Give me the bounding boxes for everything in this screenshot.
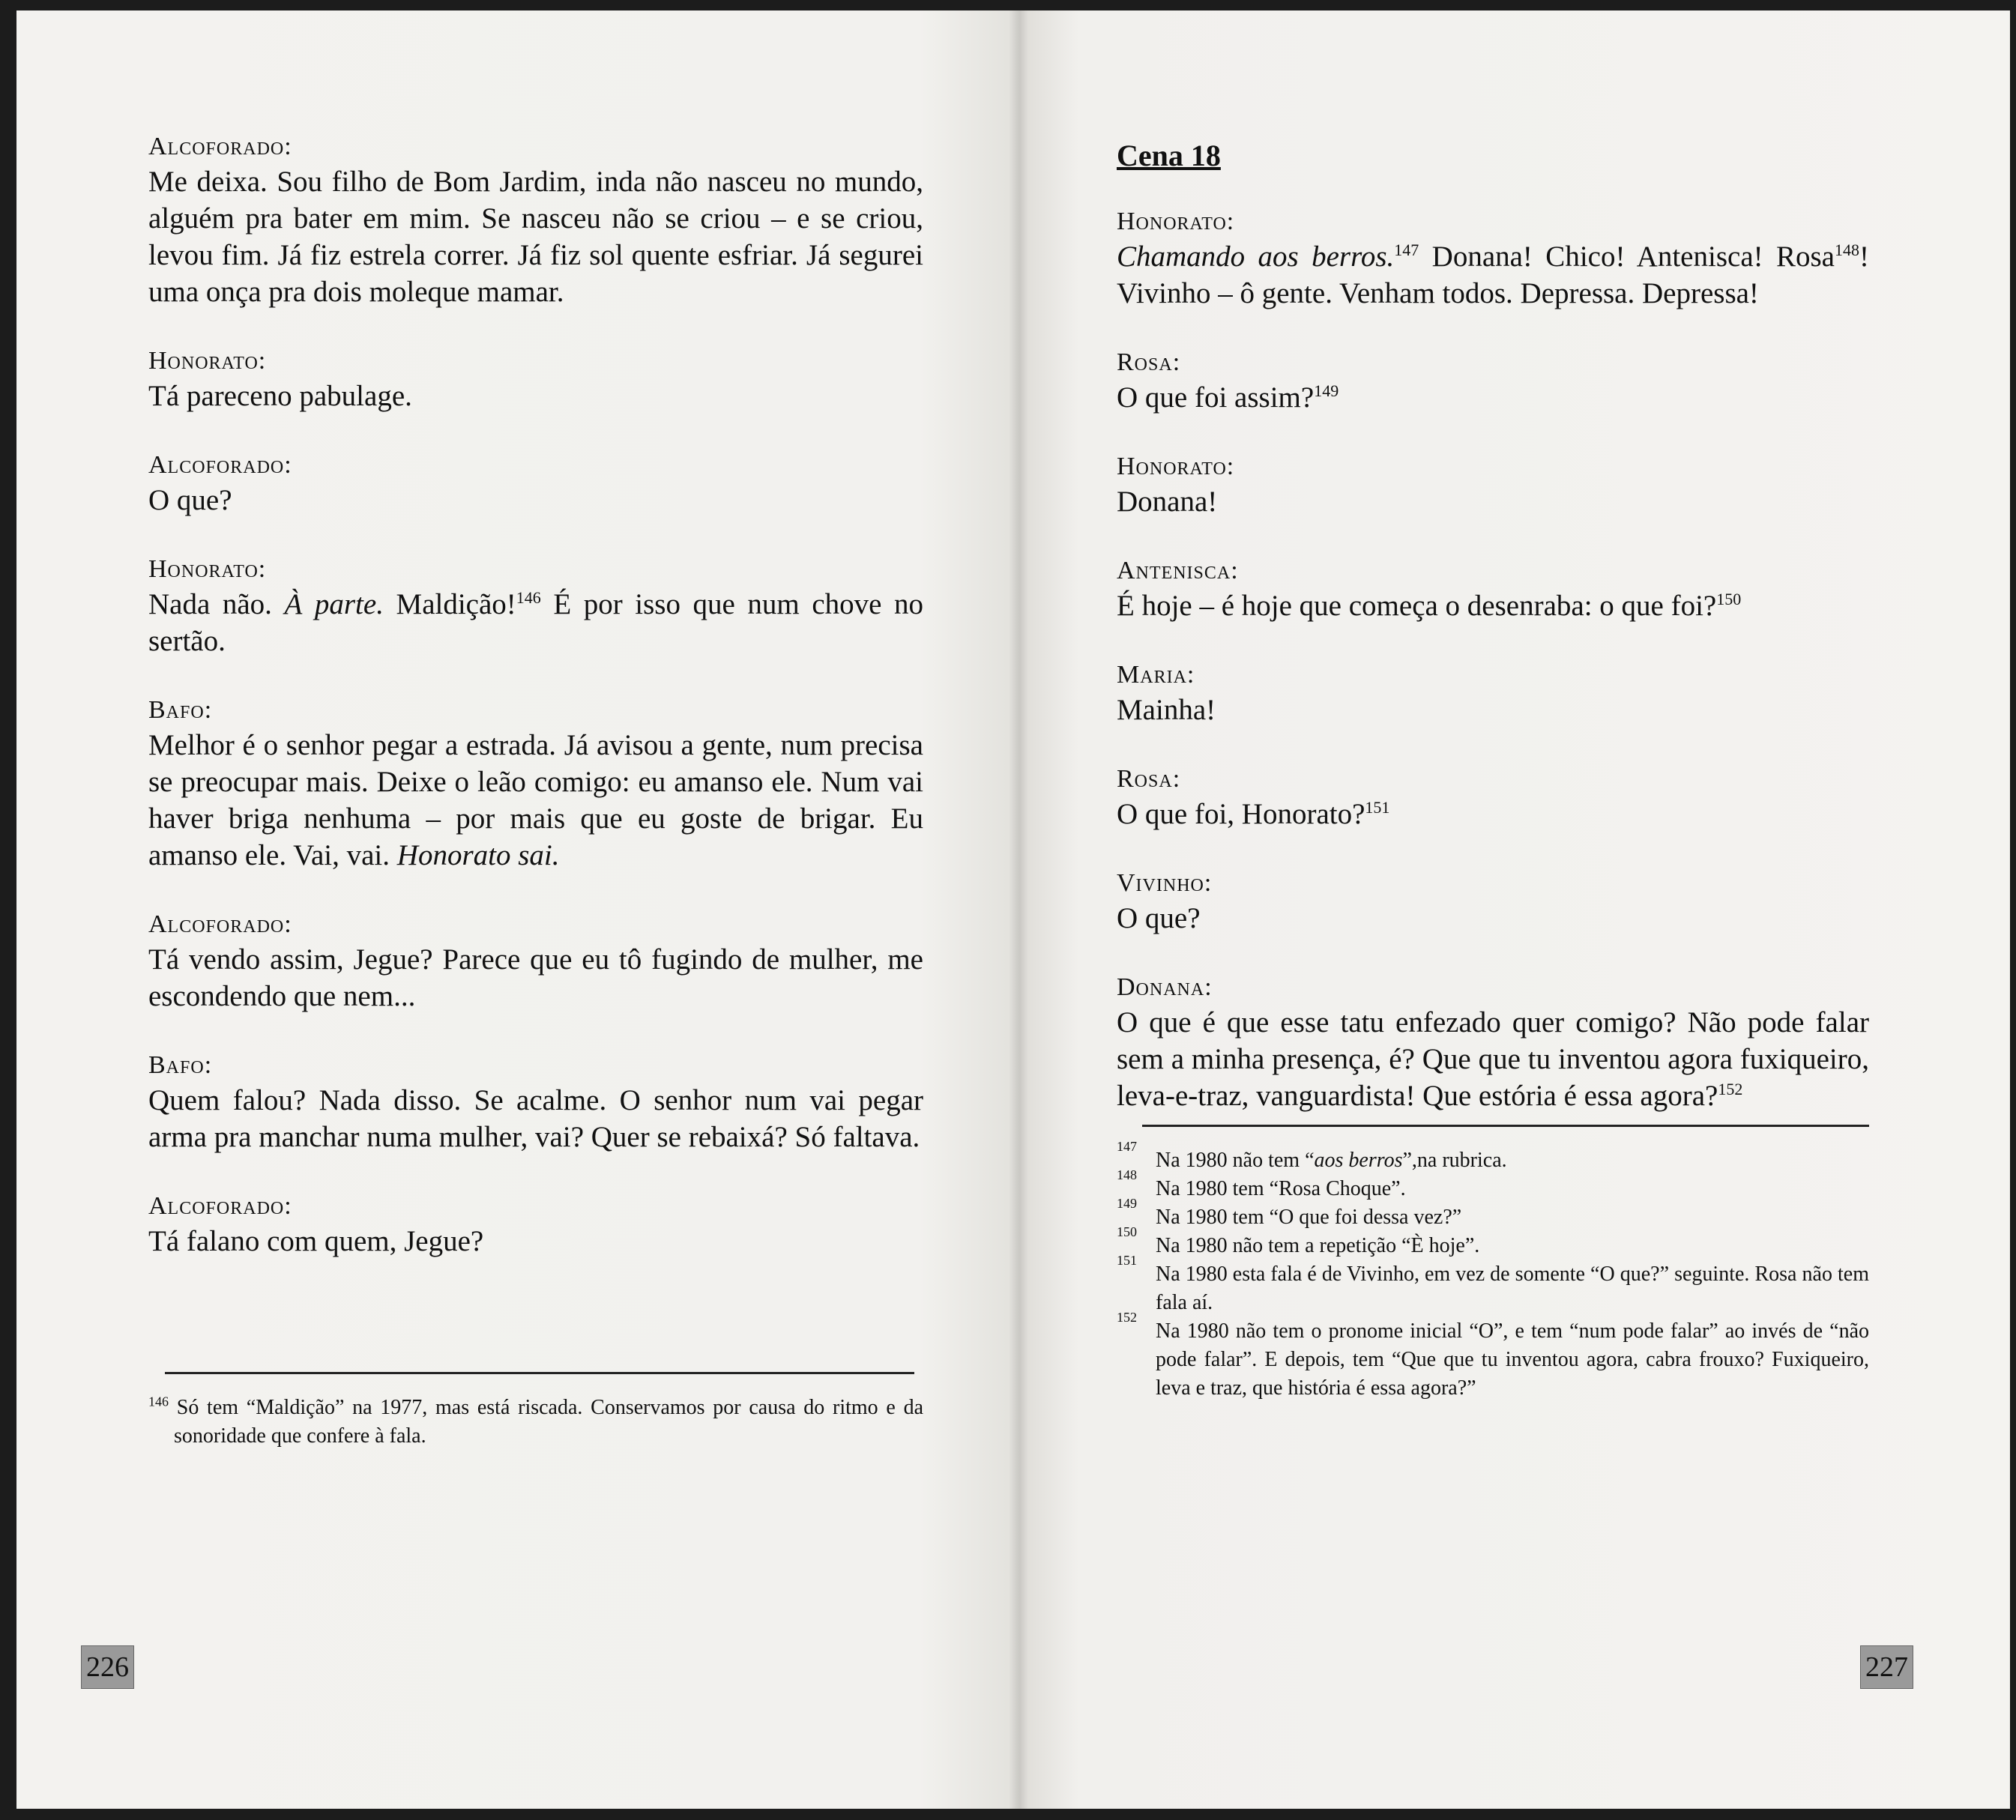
footnote-ref: 151 xyxy=(1365,798,1390,817)
speaker-label: Bafo: xyxy=(148,1051,213,1079)
speech-text: Me deixa. Sou filho de Bom Jardim, inda não nasceu no mundo, alguém pra bater em mim. Se nasceu não se criou – e se criou, levou fim. Já fiz estrela correr. Já fiz sol quente esfriar. Já segurei uma onça pra dois moleque mamar. xyxy=(148,166,923,308)
footnote-ref: 150 xyxy=(1716,590,1742,608)
speech-text: Donana! xyxy=(1117,486,1218,518)
speech-text: O que? xyxy=(1117,902,1201,934)
speech-text: O que é que esse tatu enfezado quer comigo? Não pode falar sem a minha presença, é? Que que tu inventou agora fuxiqueiro, leva-e-traz, vanguardista! Que estória é essa agora?$^{152}$ xyxy=(1117,1006,1869,1112)
speech-text: Nada não. À parte. Maldição!$^{146}$ É por isso que num chove no sertão. xyxy=(148,588,924,657)
page-number: 226 xyxy=(81,1645,134,1689)
speaker-label: Maria: xyxy=(1117,661,1195,689)
speech-text: O que foi assim?$^{149}$ xyxy=(1117,381,1339,414)
stage-direction: Chamando aos berros. xyxy=(1117,241,1395,273)
footnote-ref: 149 xyxy=(1314,381,1339,400)
footnote-ref: 147 xyxy=(1394,241,1419,259)
footnote-divider xyxy=(165,1372,914,1374)
footnote: 151 Na 1980 esta fala é de Vivinho, em vez de somente “O que?” seguinte. Rosa não tem fala aí. xyxy=(1117,1253,1869,1314)
speaker-label: Alcoforado: xyxy=(148,133,292,160)
footnote-ref: 146 xyxy=(516,588,541,607)
speaker-label: Alcoforado: xyxy=(148,1192,292,1220)
left-page-text xyxy=(148,130,923,1451)
speech-text: Mainha! xyxy=(1117,694,1216,726)
speaker-label: Honorato: xyxy=(148,555,267,583)
page-number: 227 xyxy=(1860,1645,1913,1689)
speaker-label: Honorato: xyxy=(1117,208,1235,235)
stage-direction: Honorato sai. xyxy=(396,839,560,871)
left-page xyxy=(16,10,1019,1809)
stage-direction: À parte. xyxy=(284,588,384,620)
speaker-label: Donana: xyxy=(1117,973,1213,1001)
speech-text: Tá vendo assim, Jegue? Parece que eu tô fugindo de mulher, me escondendo que nem... xyxy=(148,943,923,1012)
speech-text: Chamando aos berros.$^{147}$ Donana! Chico! Antenisca! Rosa$^{148}$! Vivinho – ô gente. Venham todos. Depressa. Depressa! xyxy=(1117,241,1869,309)
footnote: 149 Na 1980 tem “O que foi dessa vez?” xyxy=(1117,1196,1462,1229)
speaker-label: Alcoforado: xyxy=(148,910,292,938)
speech-text: O que foi, Honorato?$^{151}$ xyxy=(1117,798,1390,830)
book-gutter xyxy=(1009,10,1028,1809)
speaker-label: Vivinho: xyxy=(1117,869,1213,897)
speaker-label: Rosa: xyxy=(1117,348,1181,376)
right-page xyxy=(1019,10,2010,1809)
right-page-text xyxy=(1117,136,1869,1403)
speaker-label: Honorato: xyxy=(148,347,267,375)
speech-text: Melhor é o senhor pegar a estrada. Já avisou a gente, num precisa se preocupar mais. Deixe o leão comigo: eu amanso ele. Num vai haver briga nenhuma – por mais que eu goste de brigar. Eu amanso ele. Vai, vai. Honorato sai. xyxy=(148,729,923,871)
footnote: $^{146}$ Só tem “Maldição” na 1977, mas está riscada. Conservamos por causa do ritmo e da sonoridade que confere à fala. xyxy=(148,1394,924,1448)
speech-text: O que? xyxy=(148,484,232,516)
speaker-label: Rosa: xyxy=(1117,765,1181,793)
footnote-number: 146 xyxy=(148,1394,169,1409)
footnote: 147 Na 1980 não tem “aos berros”,na rubrica. xyxy=(1117,1139,1507,1172)
footnote: 150 Na 1980 não tem a repetição “È hoje”. xyxy=(1117,1224,1480,1257)
footnote-divider xyxy=(1142,1125,1869,1127)
speaker-label: Antenisca: xyxy=(1117,557,1239,584)
footnote-ref: 148 xyxy=(1835,241,1859,259)
footnote: 152 Na 1980 não tem o pronome inicial “O”, e tem “num pode falar” ao invés de “não pode falar”. E depois, tem “Que que tu inventou agora, cabra frouxo? Fuxiqueiro, leva e traz, que história é essa agora?” xyxy=(1117,1310,1869,1400)
scene-title: Cena 18 xyxy=(1117,139,1221,172)
footnote: 148 Na 1980 tem “Rosa Choque”. xyxy=(1117,1167,1406,1200)
speech-text: Tá falano com quem, Jegue? xyxy=(148,1225,484,1257)
speaker-label: Alcoforado: xyxy=(148,451,292,479)
speaker-label: Honorato: xyxy=(1117,453,1235,480)
speaker-label: Bafo: xyxy=(148,696,213,724)
speech-text: Tá pareceno pabulage. xyxy=(148,380,412,412)
speech-text: Quem falou? Nada disso. Se acalme. O senhor num vai pegar arma pra manchar numa mulher, vai? Quer se rebaixá? Só faltava. xyxy=(148,1084,923,1153)
speech-text: É hoje – é hoje que começa o desenraba: o que foi?$^{150}$ xyxy=(1117,590,1742,622)
footnote-ref: 152 xyxy=(1718,1080,1743,1098)
